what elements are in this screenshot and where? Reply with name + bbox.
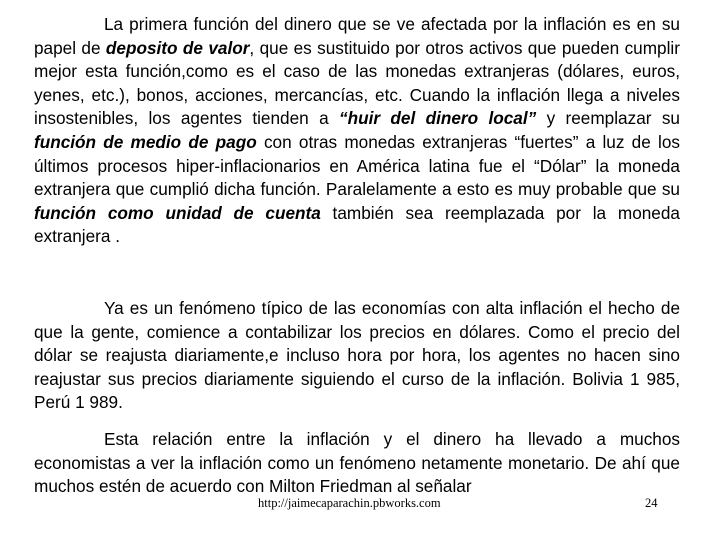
text-run: y reemplazar su — [536, 108, 680, 129]
paragraph-3 — [34, 428, 680, 499]
paragraph-2 — [34, 297, 680, 415]
emphasis-funcion-unidad-de-cuenta: función como unidad de cuenta — [34, 202, 321, 223]
text-run: , que es sustituido por otros activos que pueden cumplir mejor esta función,como es el caso de las monedas extranjeras (dólares, euros, yenes, etc.), bonos, acciones, mercancías, etc. Cuando la inflación llega a niveles insostenibles, los agentes tienden a — [34, 37, 680, 129]
text-run: también sea reemplazada por la moneda extranjera . — [34, 202, 680, 247]
emphasis-funcion-medio-de-pago: función de medio de pago — [34, 131, 257, 152]
footer-url: http://jaimecaparachin.pbworks.com — [258, 496, 441, 510]
text-run: con otras monedas extranjeras “fuertes” a luz de los últimos procesos hiper-inflacionarios en América latina fue el “Dólar” la moneda extranjera que cumplió dicha función. Paralelamente a esto es muy probable que su — [34, 131, 680, 200]
paragraph-1 — [34, 13, 680, 249]
page-number: 24 — [645, 496, 658, 510]
emphasis-huir-del-dinero-local: “huir del dinero local” — [338, 108, 537, 129]
text-run: Esta relación entre la inflación y el dinero ha llevado a muchos economistas a ver la inflación como un fenómeno netamente monetario. De ahí que muchos estén de acuerdo con Milton Friedman al señalar — [34, 429, 680, 497]
text-run: La primera función del dinero que se ve afectada por la inflación es en su papel de — [34, 14, 680, 58]
text-run: Ya es un fenómeno típico de las economías con alta inflación el hecho de que la gente, comience a contabilizar los precios en dólares. Como el precio del dólar se reajusta diariamente,e incluso hora por hora, los agentes no hacen sino reajustar sus precios diariamente siguiendo el curso de la inflación. Bolivia 1 985, Perú 1 989. — [34, 298, 680, 413]
emphasis-deposito-de-valor: deposito de valor — [105, 37, 250, 58]
